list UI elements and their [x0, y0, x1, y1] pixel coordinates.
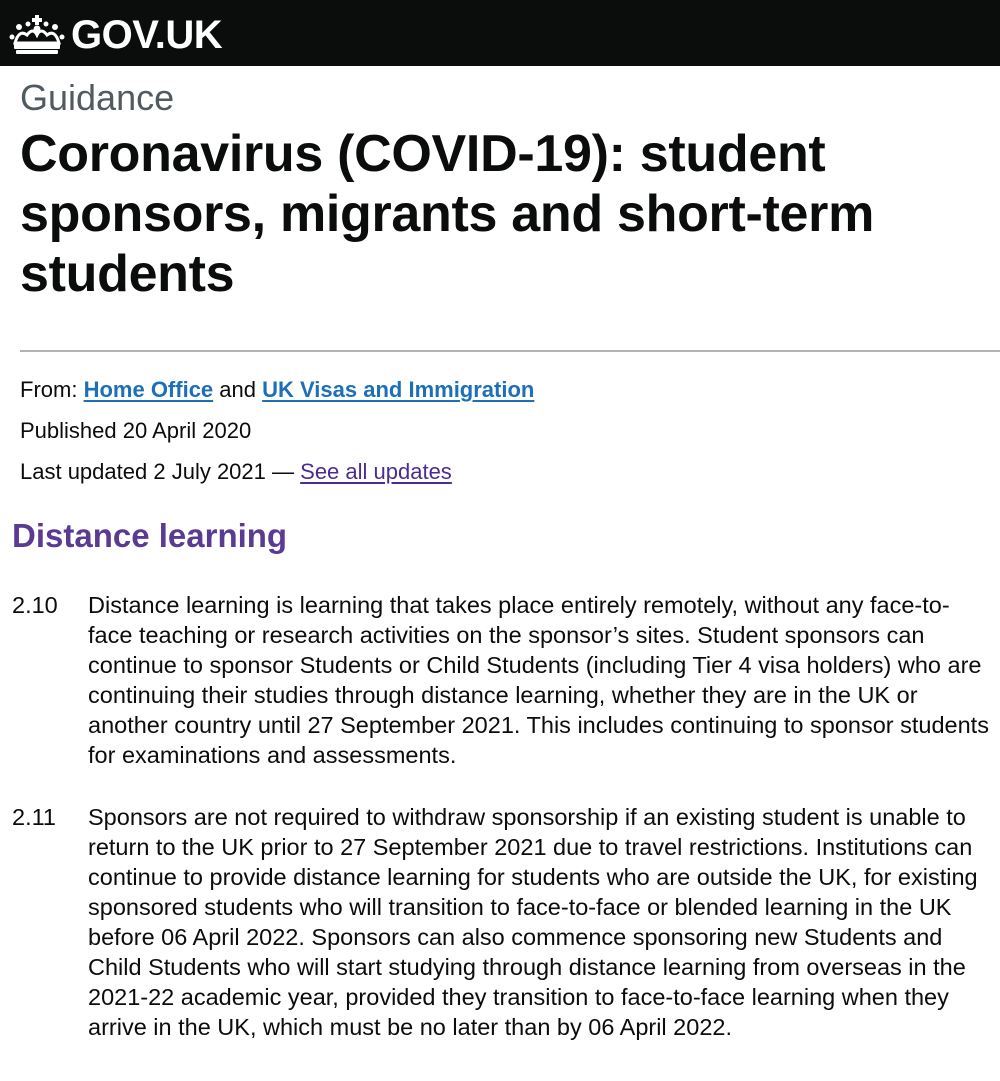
org-link-home-office[interactable]: Home Office — [83, 377, 214, 402]
org-link-ukvi[interactable]: UK Visas and Immigration — [262, 377, 535, 402]
divider — [20, 350, 1000, 352]
paragraph-number: 2.10 — [12, 592, 58, 618]
updated-label: Last updated — [20, 459, 148, 484]
from-label: From: — [20, 377, 78, 402]
metadata-from — [20, 375, 534, 405]
paragraph-text: Distance learning is learning that takes place entirely remotely, without any face-to-face teaching or research activities on the sponsor’s sites. Student sponsors can continue to sponsor Students or Child Students (including Tier 4 visa holders) who are continuing their studies through distance learning, whether they are in the UK or another country until 27 September 2021. This includes continuing to sponsor students for examinations and assessments. — [88, 592, 989, 768]
see-all-updates-link[interactable]: See all updates — [300, 459, 452, 484]
page-title: Coronavirus (COVID-19): student sponsors, migrants and short-term students — [20, 125, 875, 303]
dash-separator: — — [272, 459, 295, 484]
published-label: Published — [20, 418, 117, 443]
govuk-logo-link[interactable] — [9, 13, 222, 57]
updated-date: 2 July 2021 — [153, 459, 266, 484]
paragraph-number: 2.11 — [12, 804, 56, 830]
crown-icon — [9, 15, 65, 55]
paragraph-text: Sponsors are not required to withdraw sponsorship if an existing student is unable to return to the UK prior to 27 September 2021 due to travel restrictions. Institutions can continue to provide distance learning for students who are outside the UK, for existing sponsored students who will transition to face-to-face or blended learning in the UK before 06 April 2022. Sponsors can also commence sponsoring new Students and Child Students who will start studying through distance learning from overseas in the 2021-22 academic year, provided they transition to face-to-face learning when they arrive in the UK, which must be no later than by 06 April 2022. — [88, 804, 978, 1040]
section-heading: Distance learning — [12, 517, 288, 554]
published-date: 20 April 2020 — [122, 418, 252, 443]
page-caption: Guidance — [20, 77, 175, 118]
logo-text: GOV.UK — [71, 13, 223, 57]
metadata-updated — [20, 457, 452, 487]
metadata-published — [20, 416, 251, 446]
site-header — [0, 0, 1000, 66]
and-text: and — [219, 377, 257, 402]
